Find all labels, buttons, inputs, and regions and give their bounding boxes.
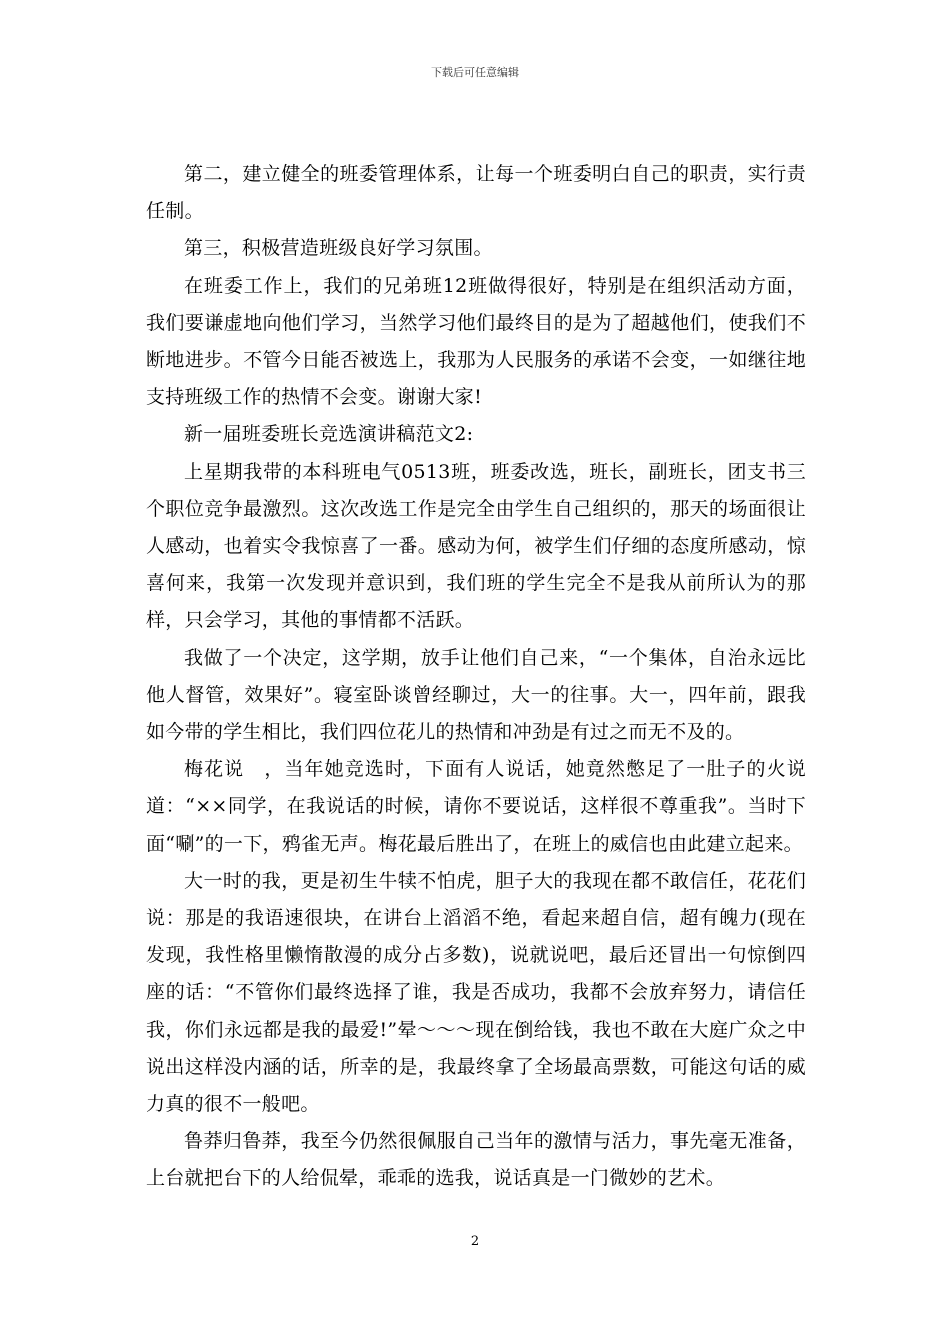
paragraph: 大一时的我，更是初生牛犊不怕虎，胆子大的我现在都不敢信任，花花们说：那是的我语速很块，在讲台上滔滔不绝，看起来超自信，超有魄力(现在发现，我性格里懒惰散漫的成分占多数)，说就说吧，最后还冒出一句惊倒四座的话：“不管你们最终选择了谁，我是否成功，我都不会放弃努力，请信任我，你们永远都是我的最爱!”晕～～～现在倒给钱，我也不敢在大庭广众之中说出这样没内涵的话，所幸的是，我最终拿了全场最高票数，可能这句话的威力真的很不一般吧。 [146,869,806,1116]
paragraph: 第二，建立健全的班委管理体系，让每一个班委明白自己的职责，实行责任制。 [146,163,806,223]
section-heading: 新一届班委班长竞选演讲稿范文2: [184,423,474,446]
page-header: 下载后可任意编辑 [431,66,519,79]
document-body [146,156,806,1198]
paragraph: 梅花说 ，当年她竞选时，下面有人说话，她竟然憋足了一肚子的火说道：“××同学，在我说话的时候，请你不要说话，这样很不尊重我”。当时下面“唰”的一下，鸦雀无声。梅花最后胜出了，在班上的威信也由此建立起来。 [146,758,806,855]
paragraph: 上星期我带的本科班电气0513班，班委改选，班长，副班长，团支书三个职位竞争最激烈。这次改选工作是完全由学生自己组织的，那天的场面很让人感动，也着实令我惊喜了一番。感动为何，被学生们仔细的态度所感动，惊喜何来，我第一次发现并意识到，我们班的学生完全不是我从前所认为的那样，只会学习，其他的事情都不活跃。 [146,460,806,632]
paragraph: 鲁莽归鲁莽，我至今仍然很佩服自己当年的激情与活力，事先毫无准备，上台就把台下的人给侃晕，乖乖的选我，说话真是一门微妙的艺术。 [146,1130,806,1190]
paragraph: 在班委工作上，我们的兄弟班12班做得很好，特别是在组织活动方面，我们要谦虚地向他们学习，当然学习他们最终目的是为了超越他们，使我们不断地进步。不管今日能否被选上，我那为人民服务的承诺不会变，一如继往地支持班级工作的热情不会变。谢谢大家! [146,274,806,409]
paragraph: 我做了一个决定，这学期，放手让他们自己来，“一个集体，自治永远比他人督管，效果好”。寝室卧谈曾经聊过，大一的往事。大一，四年前，跟我如今带的学生相比，我们四位花儿的热情和冲劲是有过之而无不及的。 [146,646,806,744]
paragraph: 第三，积极营造班级良好学习氛围。 [184,237,493,260]
page-number: 2 [470,1234,480,1249]
